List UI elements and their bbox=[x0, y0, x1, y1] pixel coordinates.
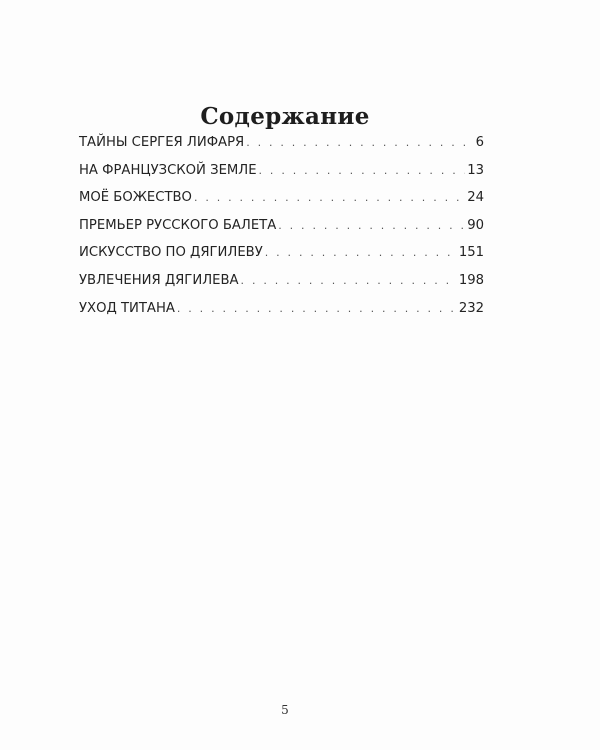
table-of-contents bbox=[79, 129, 484, 322]
toc-entry-page: 6 bbox=[475, 135, 484, 150]
toc-entry-label: НА ФРАНЦУЗСКОЙ ЗЕМЛЕ bbox=[79, 162, 257, 178]
page-title: Содержание bbox=[200, 103, 370, 131]
toc-entry-label: ИСКУССТВО ПО ДЯГИЛЕВУ bbox=[79, 245, 263, 261]
dot-leader bbox=[194, 184, 465, 212]
dot-leader bbox=[278, 212, 465, 240]
toc-entry bbox=[79, 157, 484, 185]
toc-entry-label: ПРЕМЬЕР РУССКОГО БАЛЕТА bbox=[79, 217, 277, 233]
toc-entry bbox=[79, 239, 484, 267]
toc-entry bbox=[79, 184, 484, 212]
dot-leader bbox=[177, 295, 457, 323]
toc-entry bbox=[79, 295, 484, 323]
toc-entry-label: УВЛЕЧЕНИЯ ДЯГИЛЕВА bbox=[79, 272, 239, 288]
toc-entry-page: 13 bbox=[467, 162, 484, 178]
toc-entry-page: 232 bbox=[458, 300, 484, 316]
toc-entry-page: 151 bbox=[458, 245, 484, 261]
toc-entry-label: УХОД ТИТАНА bbox=[79, 300, 175, 316]
toc-entry-page: 198 bbox=[458, 272, 484, 288]
dot-leader bbox=[241, 267, 457, 295]
toc-entry bbox=[79, 129, 484, 157]
dot-leader bbox=[246, 129, 473, 157]
dot-leader bbox=[259, 157, 466, 185]
toc-entry-label: МОЁ БОЖЕСТВО bbox=[79, 190, 192, 206]
page-number: 5 bbox=[281, 703, 289, 717]
toc-entry-page: 24 bbox=[467, 190, 484, 206]
toc-entry-label: ТАЙНЫ СЕРГЕЯ ЛИФАРЯ bbox=[79, 135, 245, 150]
toc-entry bbox=[79, 267, 484, 295]
toc-entry-page: 90 bbox=[467, 217, 484, 233]
dot-leader bbox=[265, 239, 457, 267]
toc-entry bbox=[79, 212, 484, 240]
